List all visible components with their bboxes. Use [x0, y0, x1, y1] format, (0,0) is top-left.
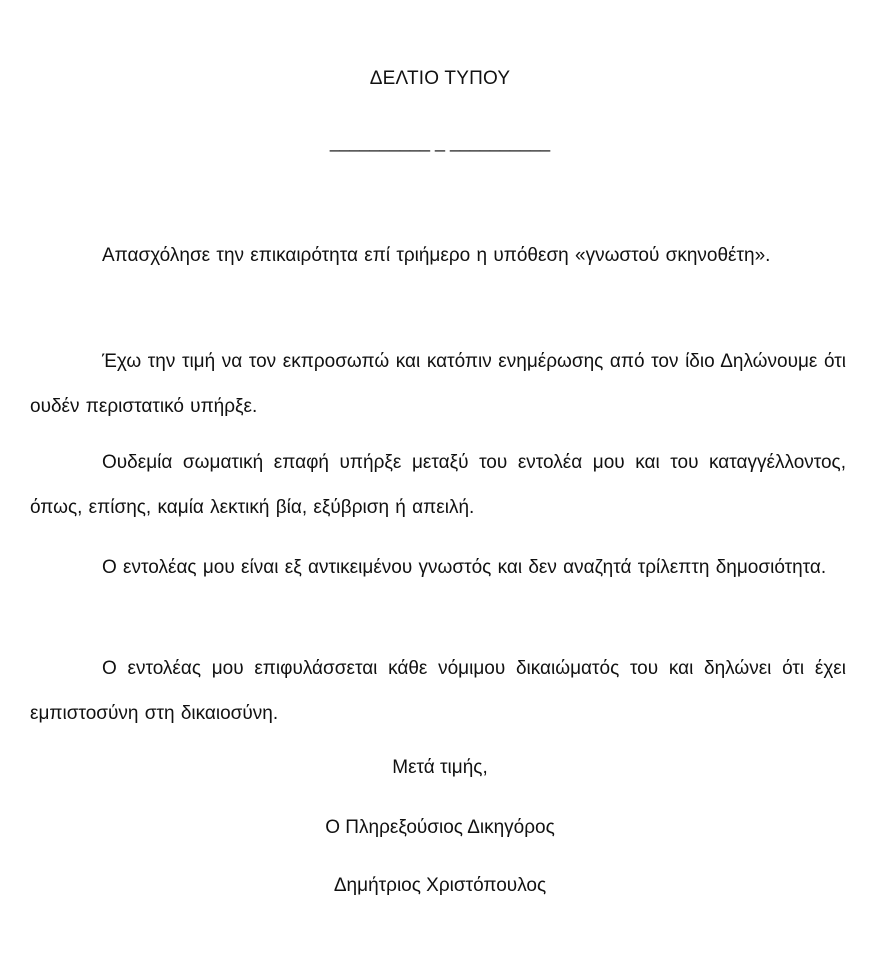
paragraph-2: Έχω την τιμή να τον εκπροσωπώ και κατόπιν ενημέρωσης από τον ίδιο Δηλώνουμε ότι ουδέν περιστατικό υπήρξε.: [30, 351, 846, 417]
paragraph-5: Ο εντολέας μου επιφυλάσσεται κάθε νόμιμου δικαιώματός του και δηλώνει ότι έχει εμπιστοσύνη στη δικαιοσύνη.: [30, 658, 846, 724]
closing-salutation: Μετά τιμής,: [392, 757, 488, 778]
document-title: ΔΕΛΤΙΟ ΤΥΠΟΥ: [369, 68, 511, 89]
signer-name: Δημήτριος Χριστόπουλος: [333, 875, 547, 896]
dateline-blank: __________ _ __________: [329, 132, 551, 152]
paragraph-4: Ο εντολέας μου είναι εξ αντικειμένου γνωστός και δεν αναζητά τρίλεπτη δημοσιότητα.: [102, 557, 827, 578]
paragraph-3: Ουδεμία σωματική επαφή υπήρξε μεταξύ του εντολέα μου και του καταγγέλλοντος, όπως, επίσης, καμία λεκτική βία, εξύβριση ή απειλή.: [30, 452, 846, 518]
paragraph-1: Απασχόλησε την επικαιρότητα επί τριήμερο η υπόθεση «γνωστού σκηνοθέτη».: [102, 245, 771, 266]
signer-role: Ο Πληρεξούσιος Δικηγόρος: [325, 817, 555, 838]
